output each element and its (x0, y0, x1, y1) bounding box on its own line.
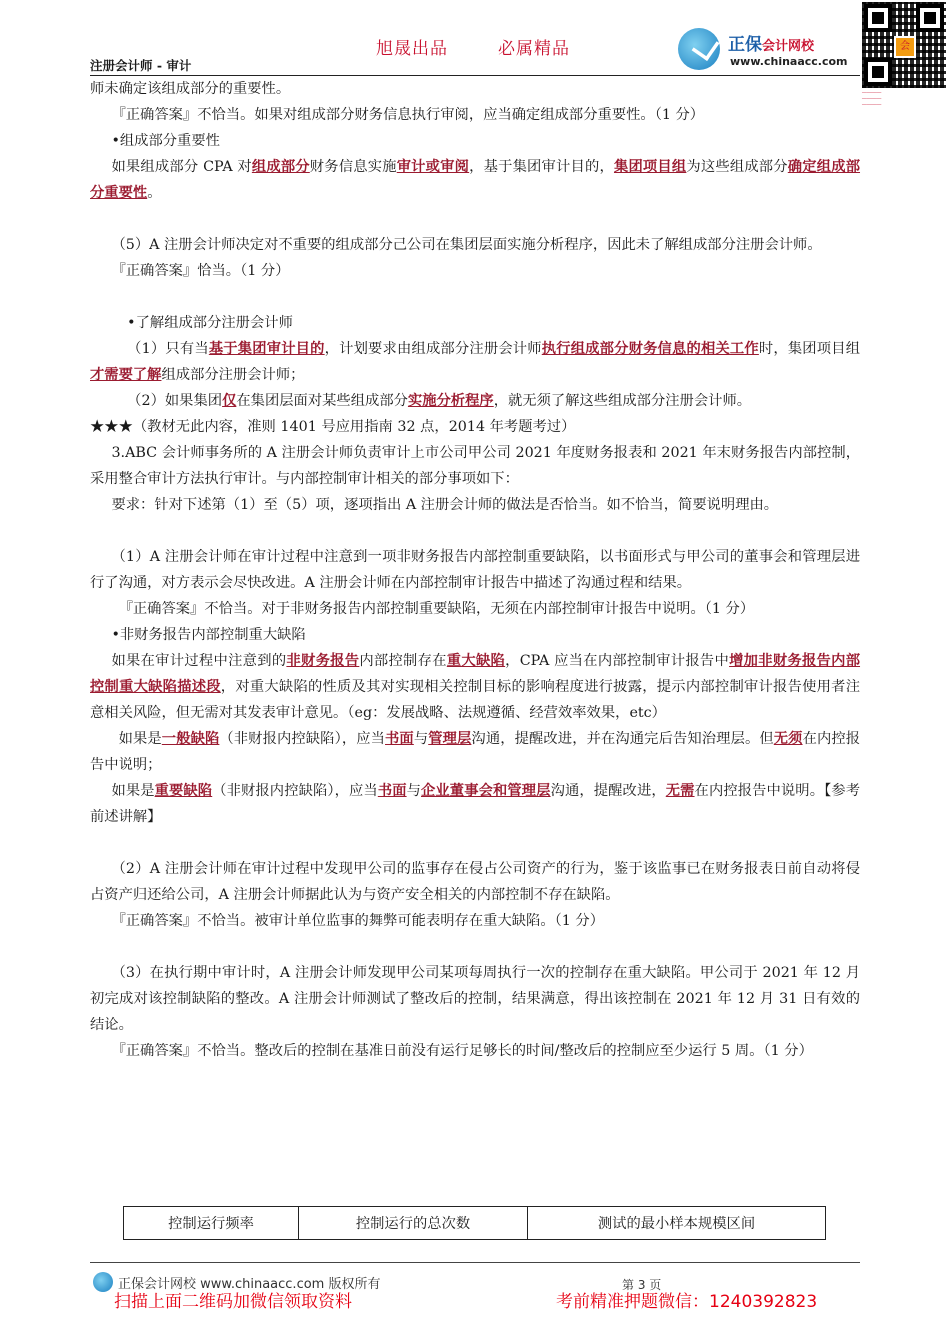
footer-rule (90, 1262, 860, 1263)
paragraph: 如果是一般缺陷（非财报内控缺陷），应当书面与管理层沟通，提醒改进，并在沟通完后告知治理层。但无须在内控报告中说明； (90, 731, 861, 773)
bullet-heading: •非财务报告内部控制重大缺陷 (111, 627, 306, 643)
bullet-heading: •组成部分重要性 (111, 133, 220, 149)
paragraph: 师未确定该组成部分的重要性。 (90, 81, 291, 97)
brand-logo[interactable] (678, 28, 856, 72)
star-note: ★★★（教材无此内容，准则 1401 号应用指南 32 点，2014 年考题考过） (90, 419, 576, 435)
sample-size-table (123, 1206, 826, 1240)
promo-qr-text: 扫描上面二维码加微信领取资料 (114, 1292, 352, 1312)
answer-paragraph: 『正确答案』不恰当。对于非财务报告内部控制重要缺陷，无须在内部控制审计报告中说明。（1 分） (118, 601, 755, 617)
requirement: 要求：针对下述第（1）至（5）项，逐项指出 A 注册会计师的做法是否恰当。如不恰当，简要说明理由。 (111, 497, 779, 513)
qr-eye-icon (916, 4, 944, 32)
table-header-cell: 控制运行的总次数 (299, 1207, 528, 1240)
table-header-cell: 测试的最小样本规模区间 (528, 1207, 826, 1240)
doc-title: 注册会计师 - 审计 (90, 58, 192, 73)
qr-code-icon[interactable] (862, 2, 946, 88)
qr-eye-icon (864, 4, 892, 32)
footer-logo-icon (93, 1272, 113, 1292)
logo-name: 正保会计网校 (728, 35, 815, 55)
answer-paragraph: 『正确答案』不恰当。整改后的控制在基准日前没有运行足够长的时间/整改后的控制应至少运行 5 周。（1 分） (111, 1043, 813, 1059)
answer-paragraph: 『正确答案』恰当。（1 分） (111, 263, 290, 279)
question-intro: 3.ABC 会计师事务所的 A 注册会计师负责审计上市公司甲公司 2021 年度财务报表和 2021 年末财务报告内部控制，采用整合审计方法执行审计。与内部控制审计相关的部分事项如下： (90, 445, 860, 487)
qr-eye-icon (864, 58, 892, 86)
page-number: 第 3 页 (622, 1278, 662, 1292)
paragraph: （2）如果集团仅在集团层面对某些组成部分实施分析程序，就无须了解这些组成部分注册会计师。 (127, 393, 752, 409)
footer-copyright: 正保会计网校 www.chinaacc.com 版权所有 (118, 1277, 381, 1292)
question-paragraph: （1）A 注册会计师在审计过程中注意到一项非财务报告内部控制重要缺陷，以书面形式与甲公司的董事会和管理层进行了沟通，对方表示会尽快改进。A 注册会计师在内部控制审计报告中描述了沟通过程和结果。 (90, 549, 860, 591)
question-paragraph: （2）A 注册会计师在审计过程中发现甲公司的监事存在侵占公司资产的行为，鉴于该监事已在财务报表日前自动将侵占资产归还给公司，A 注册会计师据此认为与资产安全相关的内部控制不存在缺陷。 (90, 861, 860, 903)
table-header-cell: 控制运行频率 (124, 1207, 299, 1240)
paragraph: 如果是重要缺陷（非财报内控缺陷），应当书面与企业董事会和管理层沟通，提醒改进，无需在内控报告中说明。【参考前述讲解】 (90, 783, 861, 825)
paragraph: 如果在审计过程中注意到的非财务报告内部控制存在重大缺陷，CPA 应当在内部控制审计报告中增加非财务报告内部控制重大缺陷描述段，对重大缺陷的性质及其对实现相关控制目标的影响程度进行披露，提示内部控制审计报告使用者注意相关风险，但无需对其发表审计意见。（eg：发展战略、法规遵循、经营效率效果，etc） (90, 653, 861, 721)
logo-check-icon (678, 28, 720, 70)
bullet-heading: •了解组成部分注册会计师 (127, 315, 293, 331)
slogan-left: 旭晟出品 (376, 39, 448, 59)
paragraph: 如果组成部分 CPA 对组成部分财务信息实施审计或审阅，基于集团审计目的，集团项目组为这些组成部分确定组成部分重要性。 (90, 159, 861, 201)
answer-paragraph: 『正确答案』不恰当。被审计单位监事的舞弊可能表明存在重大缺陷。（1 分） (111, 913, 605, 929)
promo-wechat-text: 考前精准押题微信：1240392823 (556, 1292, 818, 1312)
question-paragraph: （5）A 注册会计师决定对不重要的组成部分己公司在集团层面实施分析程序，因此未了解组成部分注册会计师。 (111, 237, 822, 253)
qr-caption-decoration: ──────── ──────── ──────── (862, 90, 882, 107)
header-slogan (376, 34, 620, 59)
paragraph: （1）只有当基于集团审计目的，计划要求由组成部分注册会计师执行组成部分财务信息的相关工作时，集团项目组才需要了解组成部分注册会计师； (90, 341, 861, 383)
slogan-right: 必属精品 (498, 39, 570, 59)
qr-badge: 会 (894, 36, 916, 58)
table-header-row (124, 1207, 826, 1240)
question-paragraph: （3）在执行期中审计时，A 注册会计师发现甲公司某项每周执行一次的控制存在重大缺陷。甲公司于 2021 年 12 月初完成对该控制缺陷的整改。A 注册会计师测试了整改后的控制，结果满意，得出该控制在 2021 年 12 月 31 日有效的结论。 (90, 965, 860, 1033)
answer-paragraph: 『正确答案』不恰当。如果对组成部分财务信息执行审阅，应当确定组成部分重要性。（1 分） (111, 107, 705, 123)
logo-url: www.chinaacc.com (730, 55, 848, 68)
document-body (90, 76, 860, 1064)
